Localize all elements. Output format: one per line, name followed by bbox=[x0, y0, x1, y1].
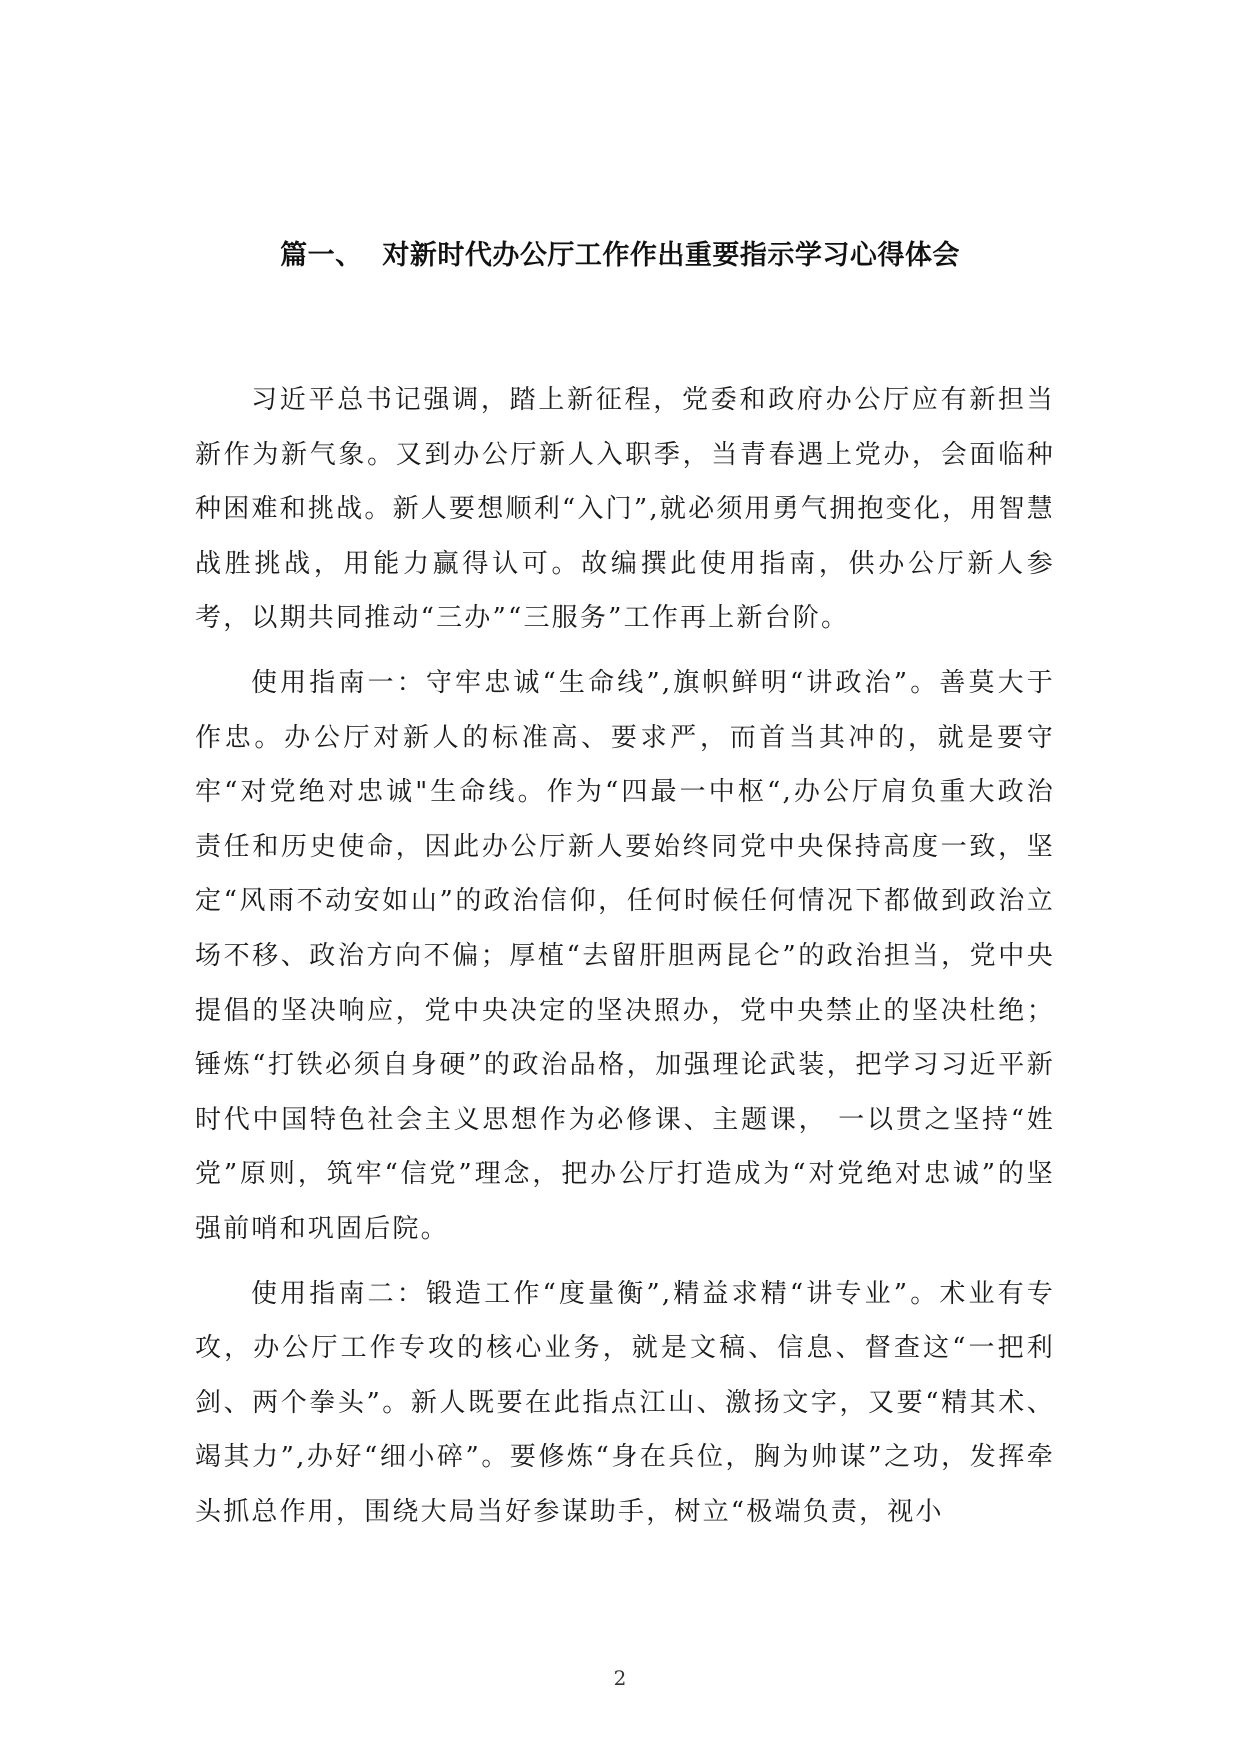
page-number: 2 bbox=[613, 1666, 627, 1690]
body-paragraph-intro: 习近平总书记强调，踏上新征程，党委和政府办公厅应有新担当新作为新气象。又到办公厅新人入职季，当青春遇上党办，会面临种种困难和挑战。新人要想顺利“入门”,就必须用勇气拥抱变化，用智慧战胜挑战，用能力赢得认可。故编撰此使用指南，供办公厅新人参考，以期共同推动“三办”“三服务”工作再上新台阶。 bbox=[195, 385, 1055, 634]
document-body bbox=[195, 373, 1055, 1539]
body-paragraph-guide-one: 使用指南一：守牢忠诚“生命线”,旗帜鲜明“讲政治”。善莫大于作忠。办公厅对新人的标准高、要求严，而首当其冲的，就是要守牢“对党绝对忠诚"生命线。作为“四最一中枢“,办公厅肩负重大政治责任和历史使命，因此办公厅新人要始终同党中央保持高度一致，坚定“风雨不动安如山”的政治信仰，任何时候任何情况下都做到政治立场不移、政治方向不偏；厚植“去留肝胆两昆仑”的政治担当，党中央提倡的坚决响应，党中央决定的坚决照办，党中央禁止的坚决杜绝；锤炼“打铁必须自身硬”的政治品格，加强理论武装，把学习习近平新时代中国特色社会主义思想作为必修课、主题课， 一以贯之坚持“姓党”原则，筑牢“信党”理念，把办公厅打造成为“对党绝对忠诚”的坚强前哨和巩固后院。 bbox=[195, 667, 1055, 1244]
document-title: 篇一、 对新时代办公厅工作作出重要指示学习心得体会 bbox=[280, 240, 960, 271]
body-paragraph-guide-two: 使用指南二：锻造工作“度量衡”,精益求精“讲专业”。术业有专攻，办公厅工作专攻的核心业务，就是文稿、信息、督查这“一把利剑、两个拳头”。新人既要在此指点江山、激扬文字，又要“精其术、竭其力”,办好“细小碎”。要修炼“身在兵位，胸为帅谋”之功，发挥牵头抓总作用，围绕大局当好参谋助手，树立“极端负责，视小 bbox=[195, 1278, 1055, 1527]
